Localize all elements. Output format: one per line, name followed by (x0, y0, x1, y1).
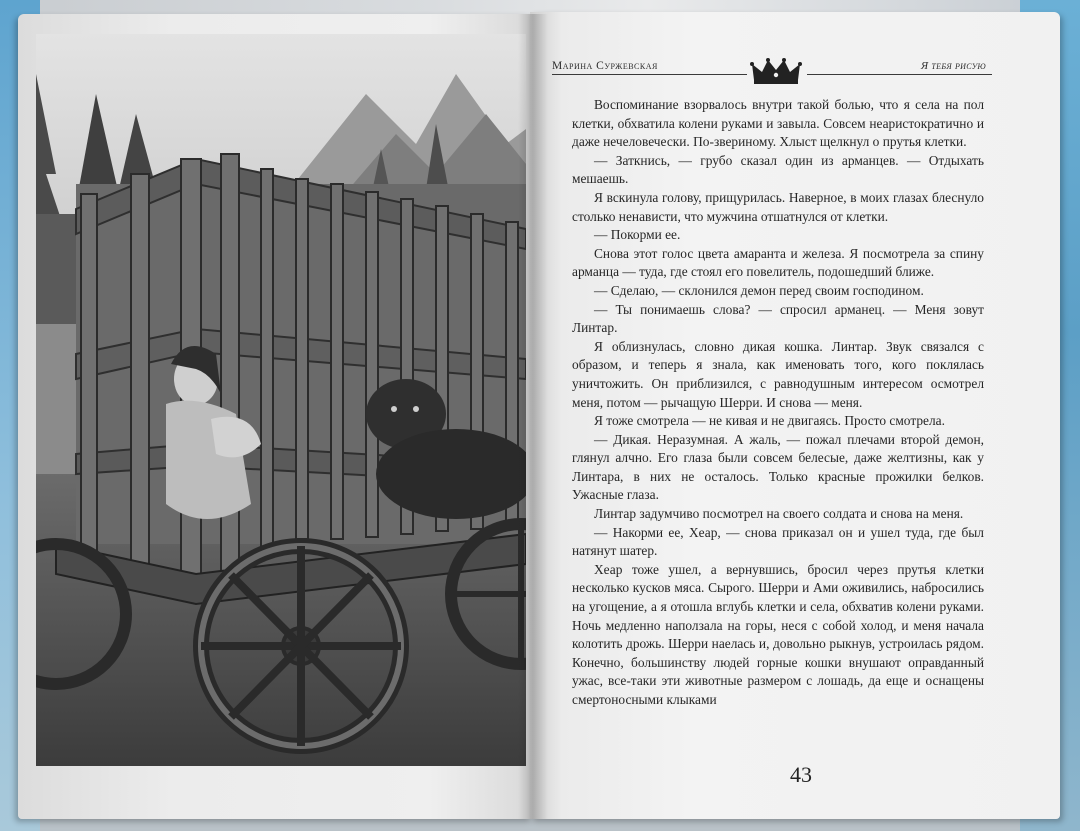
book-title: Я тебя рисую (920, 60, 986, 72)
paragraph: Я тоже смотрела — не кивая и не двигаясь. Просто смотрела. (594, 413, 945, 429)
author-name: Марина Суржевская (552, 60, 658, 72)
paragraph: — Накорми ее, Хеар, — снова приказал он и ушел туда, где был натянут шатер. (572, 524, 984, 559)
paragraph: Воспоминание взорвалось внутри такой болью, что я села на пол клетки, обхватила колени руками и завыла. Совсем неаристократично и даже нечеловечески. По-звериному. Хлыст щелкнул о прутья клетки. (572, 97, 984, 150)
caged-girl-illustration (36, 34, 526, 766)
paragraph: — Заткнись, — грубо сказал один из арманцев. — Отдыхать мешаешь. (572, 152, 984, 187)
paragraph: — Сделаю, — склонился демон перед своим господином. (594, 282, 924, 298)
paragraph: Я облизнулась, словно дикая кошка. Линтар. Звук связался с образом, и теперь я знала, как именовать того, кого поклялась уничтожить. Он приблизился, с равнодушным интересом осмотрел меня, потом — рычащую Шерри. И снова — меня. (572, 338, 984, 410)
left-page (18, 14, 533, 819)
book-gutter (518, 14, 548, 819)
paragraph: — Дикая. Неразумная. А жаль, — пожал плечами второй демон, глянул алчно. Его глаза были совсем белесые, даже желтизны, как у Линтара, в них не осталось. Только красные прожилки белков. Ужасные глаза. (572, 431, 984, 503)
running-header (552, 56, 992, 86)
paragraph: Хеар тоже ушел, а вернувшись, бросил через прутья клетки несколько кусков мяса. Сырого. Шерри и Ами оживились, набросились на угощение, а я отошла вглубь клетки и села, обхватив колени руками. Ночь медленно наползала на горы, неся с собой холод, и меня начала колотить дрожь. Шерри наелась и, довольно рыкнув, устроилась рядом. Конечно, большинству людей горные кошки внушают оправданный ужас, все-таки эти животные размером с лошадь, да еще и оснащены смертоносными клыками (572, 561, 984, 707)
paragraph: — Покорми ее. (594, 227, 681, 243)
crown-icon (748, 56, 804, 86)
header-rule-left (552, 74, 747, 75)
paragraph: Я вскинула голову, прищурилась. Наверное, в моих глазах блеснуло столько ненависти, что мужчина отшатнулся от клетки. (572, 189, 984, 224)
paragraph: Снова этот голос цвета амаранта и железа. Я посмотрела за спину арманца — туда, где стоял его повелитель, подошедший ближе. (572, 245, 984, 280)
paragraph: — Ты понимаешь слова? — спросил арманец. — Меня зовут Линтар. (572, 301, 984, 336)
header-rule-right (807, 74, 992, 75)
paragraph: Линтар задумчиво посмотрел на своего солдата и снова на меня. (594, 506, 964, 522)
page-text (572, 96, 984, 710)
page-number: 43 (790, 762, 812, 787)
